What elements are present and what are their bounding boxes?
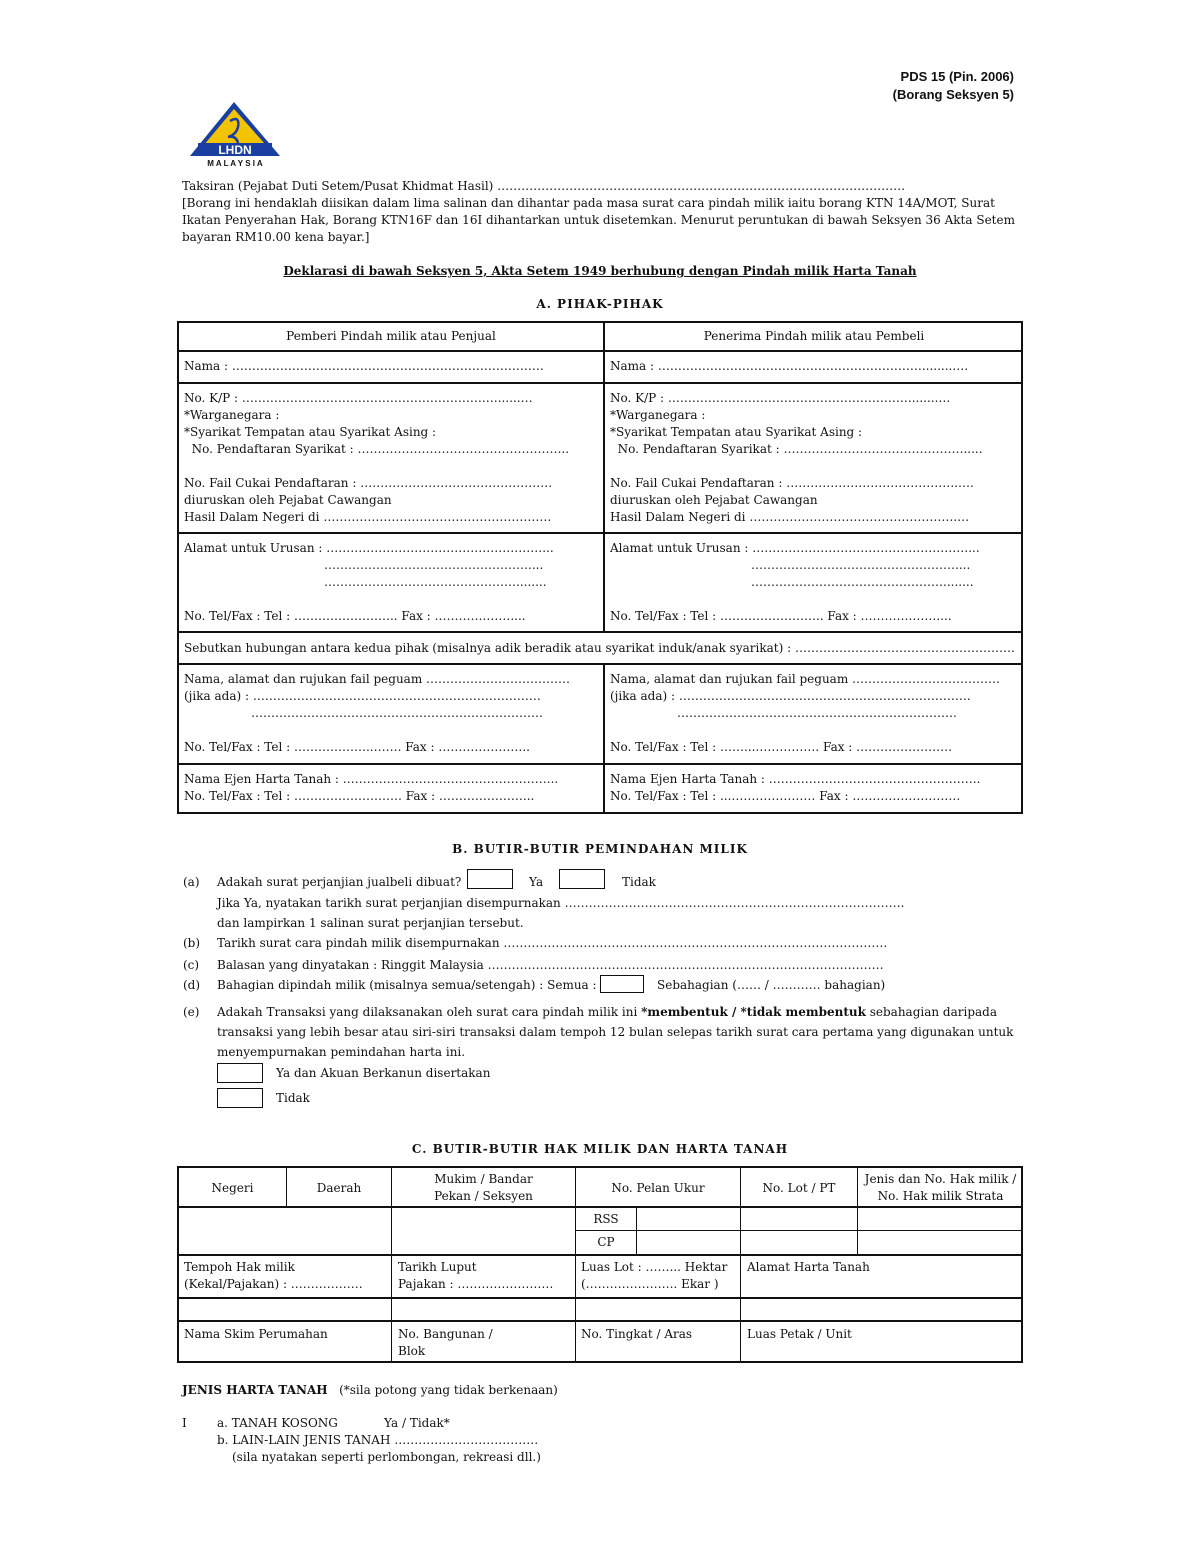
checkbox-ya[interactable] <box>467 869 513 889</box>
note-line-2: Ikatan Penyerahan Hak, Borang KTN16F dan 16I dihantarkan untuk disetemkan. Menurut peruntukan di bawah Seksyen 36 Akta Setem <box>182 213 1015 227</box>
form-subtitle: (Borang Seksyen 5) <box>892 87 1014 102</box>
luas-ekar-field[interactable]: (………………….. Ekar ) <box>581 1277 719 1291</box>
jenis-heading <box>182 1382 558 1399</box>
item-e-text <box>217 1004 997 1021</box>
item-e-line-3: menyempurnakan pemindahan harta ini. <box>217 1045 466 1059</box>
item-a-line-3: dan lampirkan 1 salinan surat perjanjian tersebut. <box>217 916 524 930</box>
section-c-title: C. BUTIR-BUTIR HAK MILIK DAN HARTA TANAH <box>411 1142 789 1156</box>
declaration-title: Deklarasi di bawah Seksyen 5, Akta Setem 1949 berhubung dengan Pindah milik Harta Tanah <box>283 264 917 278</box>
seller-pendaftaran-field[interactable]: No. Pendaftaran Syarikat : …………………………………………….. <box>184 442 570 456</box>
item-d-sebahagian[interactable]: Sebahagian (…… / ………… bahagian) <box>657 978 886 992</box>
header-mukim: Mukim / Bandar <box>434 1172 533 1186</box>
buyer-alamat-line-2[interactable]: …………………………………………….... <box>751 558 971 572</box>
luas-lot-field[interactable]: Luas Lot : ……... Hektar <box>581 1260 728 1274</box>
item-e-text-pre: Adakah Transaksi yang dilaksanakan oleh surat cara pindah milik ini <box>217 1005 642 1019</box>
section-a-title: A. PIHAK-PIHAK <box>536 297 664 311</box>
parties-table <box>177 321 1023 814</box>
header-hak-milik-strata: No. Hak milik Strata <box>877 1189 1004 1203</box>
tempoh-field[interactable]: (Kekal/Pajakan) : ……………… <box>184 1277 363 1291</box>
buyer-alamat-line-3[interactable]: …………………………………………........ <box>751 575 974 589</box>
seller-kp-field[interactable]: No. K/P : …………………………………………………….…......… <box>184 391 533 405</box>
item-d-text: Bahagian dipindah milik (misalnya semua/setengah) : Semua : <box>217 978 597 992</box>
header-negeri: Negeri <box>211 1181 254 1195</box>
item-e-text-post: sebahagian daripada <box>865 1005 997 1019</box>
item-d-label: (d) <box>183 978 201 992</box>
seller-jika-ada-field[interactable]: (jika ada) : ……………………………………………………………… <box>184 689 541 703</box>
taksiran-line: Taksiran (Pejabat Duti Setem/Pusat Khidmat Hasil) ………………………………………………………………………………………… <box>182 179 906 193</box>
buyer-pendaftaran-field[interactable]: No. Pendaftaran Syarikat : ………………………………………..... <box>610 442 983 456</box>
note-line-3: bayaran RM10.00 kena bayar.] <box>182 230 370 244</box>
lhdn-logo <box>186 99 286 169</box>
seller-peguam-line-3[interactable]: ………………………………………………………………. <box>251 706 543 720</box>
lain-lain-note: (sila nyatakan seperti perlombongan, rekreasi dll.) <box>232 1450 541 1464</box>
item-c-text[interactable]: Balasan yang dinyatakan : Ringgit Malaysia ……………………………………………………………………………………… <box>217 958 884 972</box>
item-e-label: (e) <box>183 1005 200 1019</box>
lhdn-logo-icon <box>186 99 286 169</box>
buyer-diuruskan-label: diuruskan oleh Pejabat Cawangan <box>610 493 818 507</box>
tanah-kosong-label: a. TANAH KOSONG <box>217 1416 338 1430</box>
buyer-fail-cukai-field[interactable]: No. Fail Cukai Pendaftaran : …………………………………….…. <box>610 476 974 490</box>
label-rss: RSS <box>593 1212 619 1226</box>
label-cp: CP <box>597 1235 615 1249</box>
header-jenis-hak-milik: Jenis dan No. Hak milik / <box>864 1172 1017 1186</box>
tempoh-label: Tempoh Hak milik <box>184 1260 295 1274</box>
seller-syarikat-label: *Syarikat Tempatan atau Syarikat Asing : <box>184 425 437 439</box>
buyer-name-field[interactable]: Nama : ………………………………………………………….........… <box>610 359 969 373</box>
buyer-peguam-line-3[interactable]: ……………………………………………………………. <box>677 706 957 720</box>
col-header-seller: Pemberi Pindah milik atau Penjual <box>286 329 496 343</box>
svg-text:M A L A Y S I A: M A L A Y S I A <box>207 159 263 168</box>
checkbox-e-tidak[interactable] <box>217 1088 263 1108</box>
seller-warganegara-label: *Warganegara : <box>184 408 280 422</box>
label-e-tidak: Tidak <box>276 1091 310 1105</box>
item-b-text[interactable]: Tarikh surat cara pindah milik disempurnakan …………………………………………………………………………………… <box>217 936 888 950</box>
form-code-block <box>880 68 1014 104</box>
buyer-peguam-field[interactable]: Nama, alamat dan rujukan fail peguam ………………………………. <box>610 672 1000 686</box>
item-a-text: Adakah surat perjanjian jualbeli dibuat? <box>217 875 462 889</box>
alamat-harta-label: Alamat Harta Tanah <box>747 1260 870 1274</box>
item-b-label: (b) <box>183 936 201 950</box>
seller-tel-field[interactable]: No. Tel/Fax : Tel : …………………….. Fax : ………….…….... <box>184 609 526 623</box>
checkbox-semua[interactable] <box>600 975 644 993</box>
tanah-kosong-option[interactable]: Ya / Tidak* <box>384 1416 450 1430</box>
petak-label: Luas Petak / Unit <box>747 1327 852 1341</box>
luput-label: Tarikh Luput <box>398 1260 477 1274</box>
skim-label: Nama Skim Perumahan <box>184 1327 328 1341</box>
tingkat-label: No. Tingkat / Aras <box>581 1327 693 1341</box>
lain-lain-field[interactable]: b. LAIN-LAIN JENIS TANAH ……………………………… <box>217 1433 539 1447</box>
item-a-line-2[interactable]: Jika Ya, nyatakan tarikh surat perjanjian disempurnakan …………………………………………………………………………. <box>217 896 905 910</box>
buyer-kp-field[interactable]: No. K/P : ……………………………………………………........… <box>610 391 951 405</box>
seller-alamat-field[interactable]: Alamat untuk Urusan : ………………………………………………... <box>184 541 554 555</box>
item-a-label: (a) <box>183 875 200 889</box>
buyer-jika-ada-field[interactable]: (jika ada) : ………………………………………………………………. <box>610 689 971 703</box>
buyer-syarikat-label: *Syarikat Tempatan atau Syarikat Asing : <box>610 425 863 439</box>
checkbox-e-ya[interactable] <box>217 1063 263 1083</box>
jenis-note: (*sila potong yang tidak berkenaan) <box>339 1383 558 1397</box>
seller-name-field[interactable]: Nama : …………………………………………………………………… <box>184 359 544 373</box>
buyer-tel-field[interactable]: No. Tel/Fax : Tel : …………………….. Fax : ………….…….... <box>610 609 952 623</box>
title-details-table <box>177 1166 1023 1363</box>
buyer-tel3-field[interactable]: No. Tel/Fax : Tel : ...………………… Fax : ……………………… <box>610 789 961 803</box>
item-e-text-bold: *membentuk / *tidak membentuk <box>641 1005 866 1019</box>
header-lot: No. Lot / PT <box>762 1181 836 1195</box>
form-code: PDS 15 (Pin. 2006) <box>900 69 1014 84</box>
buyer-alamat-field[interactable]: Alamat untuk Urusan : ………………………………………………... <box>610 541 980 555</box>
hubungan-field[interactable]: Sebutkan hubungan antara kedua pihak (misalnya adik beradik atau syarikat induk/anak syarikat) : ………………………………………………. <box>184 641 1015 655</box>
seller-ejen-field[interactable]: Nama Ejen Harta Tanah : ……………………………………………... <box>184 772 559 786</box>
luput-field[interactable]: Pajakan : …………………… <box>398 1277 554 1291</box>
seller-alamat-line-2[interactable]: …………………………………………….... <box>324 558 544 572</box>
seller-tel3-field[interactable]: No. Tel/Fax : Tel : ……………………… Fax : …………………... <box>184 789 535 803</box>
buyer-ejen-field[interactable]: Nama Ejen Harta Tanah : …………………………………………….. <box>610 772 981 786</box>
item-e-line-2: transaksi yang lebih besar atau siri-siri transaksi dalam tempoh 12 bulan selepas tarikh surat cara pertama yang digunakan untuk <box>217 1025 1014 1039</box>
label-ya: Ya <box>529 875 544 889</box>
note-line-1: [Borang ini hendaklah diisikan dalam lima salinan dan dihantar pada masa surat cara pindah milik iaitu borang KTN 14A/MOT, Surat <box>182 196 995 210</box>
label-e-ya: Ya dan Akuan Berkanun disertakan <box>276 1066 491 1080</box>
seller-diuruskan-label: diuruskan oleh Pejabat Cawangan <box>184 493 392 507</box>
seller-peguam-field[interactable]: Nama, alamat dan rujukan fail peguam ……………………………… <box>184 672 571 686</box>
buyer-tel2-field[interactable]: No. Tel/Fax : Tel : ……...……………. Fax : …………………… <box>610 740 953 754</box>
buyer-hasil-field[interactable]: Hasil Dalam Negeri di …………………………………………….… <box>610 510 970 524</box>
seller-tel2-field[interactable]: No. Tel/Fax : Tel : ………………..……. Fax : ………………….. <box>184 740 530 754</box>
bangunan-label: No. Bangunan / <box>398 1327 493 1341</box>
item-c-label: (c) <box>183 958 200 972</box>
checkbox-tidak[interactable] <box>559 869 605 889</box>
seller-alamat-line-3[interactable]: …………………………………………........ <box>324 575 547 589</box>
col-header-buyer: Penerima Pindah milik atau Pembeli <box>703 329 925 343</box>
seller-fail-cukai-field[interactable]: No. Fail Cukai Pendaftaran : ………………………………………… <box>184 476 553 490</box>
jenis-number: I <box>182 1416 187 1430</box>
label-tidak: Tidak <box>622 875 656 889</box>
jenis-title: JENIS HARTA TANAH <box>182 1383 328 1397</box>
header-pelan-ukur: No. Pelan Ukur <box>611 1181 705 1195</box>
svg-text:LHDN: LHDN <box>218 143 252 157</box>
section-b-title: B. BUTIR-BUTIR PEMINDAHAN MILIK <box>452 842 748 856</box>
seller-hasil-field[interactable]: Hasil Dalam Negeri di ………………………………………………… <box>184 510 552 524</box>
blok-label: Blok <box>398 1344 426 1358</box>
buyer-warganegara-label: *Warganegara : <box>610 408 706 422</box>
header-pekan: Pekan / Seksyen <box>434 1189 533 1203</box>
header-daerah: Daerah <box>316 1181 362 1195</box>
